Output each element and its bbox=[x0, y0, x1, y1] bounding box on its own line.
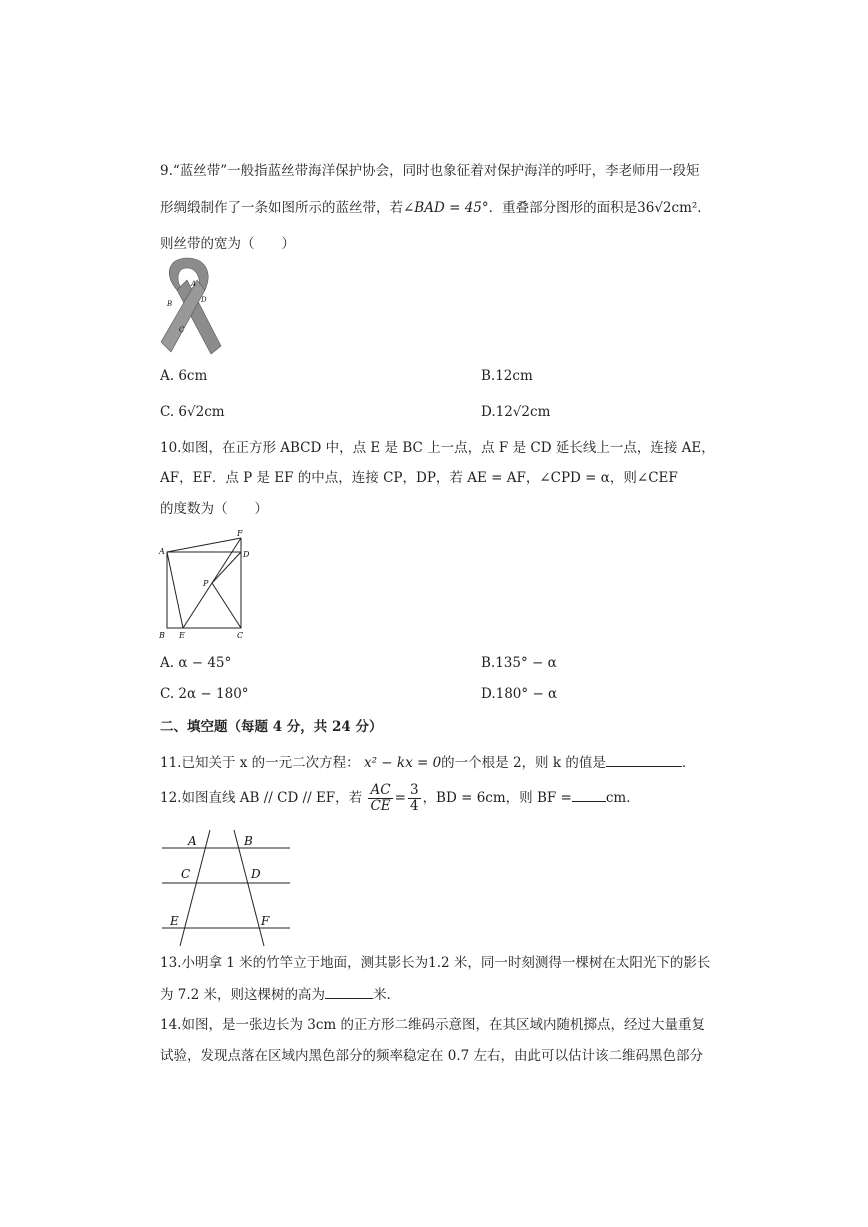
q9-ribbon-figure bbox=[155, 254, 235, 358]
q11-end: ． bbox=[681, 755, 696, 771]
q13-line1: 13.小明拿 1 米的竹竿立于地面，测其影长为1.2 米，同一时刻测得一棵树在太阳光下的影长 bbox=[160, 955, 711, 971]
section-2-heading: 二、填空题（每题 4 分，共 24 分） bbox=[160, 719, 383, 735]
q9-area: 36√2cm² bbox=[637, 200, 698, 216]
q11-answer-blank[interactable] bbox=[606, 754, 682, 767]
fig12-label-A: A bbox=[188, 834, 197, 848]
fig12-label-F: F bbox=[261, 914, 270, 928]
q10-option-b: B.135° − α bbox=[481, 655, 557, 671]
q9-line1: 9.“蓝丝带”一般指蓝丝带海洋保护协会，同时也象征着对保护海洋的呼吁，李老师用一段矩 bbox=[160, 163, 700, 179]
fig12-label-E: E bbox=[170, 914, 179, 928]
fig12-label-C: C bbox=[181, 867, 191, 881]
q10-line2: AF，EF．点 P 是 EF 的中点，连接 CP，DP，若 AE = AF，∠CPD = α，则∠CEF bbox=[160, 470, 678, 486]
q12-end: cm． bbox=[605, 789, 640, 806]
q11-pre: 11.已知关于 x 的一元二次方程： bbox=[160, 755, 360, 771]
q9-angle: ∠BAD = 45° bbox=[403, 200, 489, 216]
fig10-label-B: B bbox=[159, 631, 165, 640]
q13-line2-pre: 为 7.2 米，则这棵树的高为 bbox=[160, 987, 326, 1003]
q9-line2-pre: 形绸缎制作了一条如图所示的蓝丝带，若 bbox=[160, 200, 403, 216]
q13-line2 bbox=[160, 986, 400, 1003]
q9-option-d: D.12√2cm bbox=[481, 404, 551, 420]
fig10-label-P: P bbox=[203, 579, 209, 588]
q12-mid: ，BD = 6cm，则 BF = bbox=[422, 789, 572, 806]
q14-line2: 试验，发现点落在区域内黑色部分的频率稳定在 0.7 左右，由此可以估计该二维码黑色部分 bbox=[160, 1048, 704, 1064]
q9-line3: 则丝带的宽为（ ） bbox=[160, 236, 295, 252]
q10-line1: 10.如图，在正方形 ABCD 中，点 E 是 BC 上一点，点 F 是 CD 延长线上一点，连接 AE， bbox=[160, 440, 715, 456]
q10-option-a: A. α − 45° bbox=[160, 655, 232, 671]
q10-square-figure bbox=[155, 528, 255, 644]
q10-line3: 的度数为（ ） bbox=[160, 501, 268, 517]
fig10-label-F: F bbox=[237, 529, 243, 538]
fig9-label-D: D bbox=[201, 296, 207, 304]
q14-line1: 14.如图，是一张边长为 3cm 的正方形二维码示意图，在其区域内随机掷点，经过大量重复 bbox=[160, 1017, 706, 1033]
segment-dp bbox=[212, 552, 241, 583]
q12-fraction-3-4: $\frac{3}{4}$ bbox=[409, 782, 419, 814]
q9-line2 bbox=[160, 200, 711, 216]
segment-cp bbox=[212, 583, 241, 628]
fig9-label-B: B bbox=[167, 300, 173, 308]
fig10-label-E: E bbox=[179, 631, 185, 640]
q9-line2-mid: ．重叠部分图形的面积是 bbox=[488, 200, 638, 216]
q12-pre: 12.如图直线 AB // CD // EF，若 bbox=[160, 789, 363, 806]
q13-answer-blank[interactable] bbox=[325, 986, 373, 999]
q12-answer-blank[interactable] bbox=[572, 789, 606, 802]
fig12-label-B: B bbox=[244, 834, 253, 848]
fig10-label-D: D bbox=[243, 550, 250, 559]
q12-parallel-lines-figure bbox=[158, 826, 298, 950]
q11-post: 的一个根是 2，则 k 的值是 bbox=[441, 755, 606, 771]
q11-line bbox=[160, 754, 695, 771]
fig9-label-C: C bbox=[179, 326, 185, 334]
q9-option-c: C. 6√2cm bbox=[160, 404, 225, 420]
q12-fraction-ac-ce: $\frac{AC}{CE}$ bbox=[370, 782, 391, 814]
fig10-label-C: C bbox=[237, 631, 244, 640]
q12-equals: = bbox=[394, 789, 406, 806]
q12-line bbox=[160, 783, 640, 814]
fig12-label-D: D bbox=[251, 867, 261, 881]
q13-line2-post: 米． bbox=[373, 987, 401, 1003]
q9-option-b: B.12cm bbox=[481, 368, 533, 384]
q10-option-d: D.180° − α bbox=[481, 686, 558, 702]
q9-option-a: A. 6cm bbox=[160, 368, 208, 384]
fig10-label-A: A bbox=[159, 547, 165, 556]
q10-option-c: C. 2α − 180° bbox=[160, 686, 249, 702]
segment-af bbox=[167, 538, 241, 552]
q9-line2-end: ． bbox=[697, 200, 711, 216]
segment-ae bbox=[167, 552, 183, 628]
q11-equation: x² − kx = 0 bbox=[363, 755, 442, 771]
fig9-label-A: A bbox=[191, 280, 197, 288]
